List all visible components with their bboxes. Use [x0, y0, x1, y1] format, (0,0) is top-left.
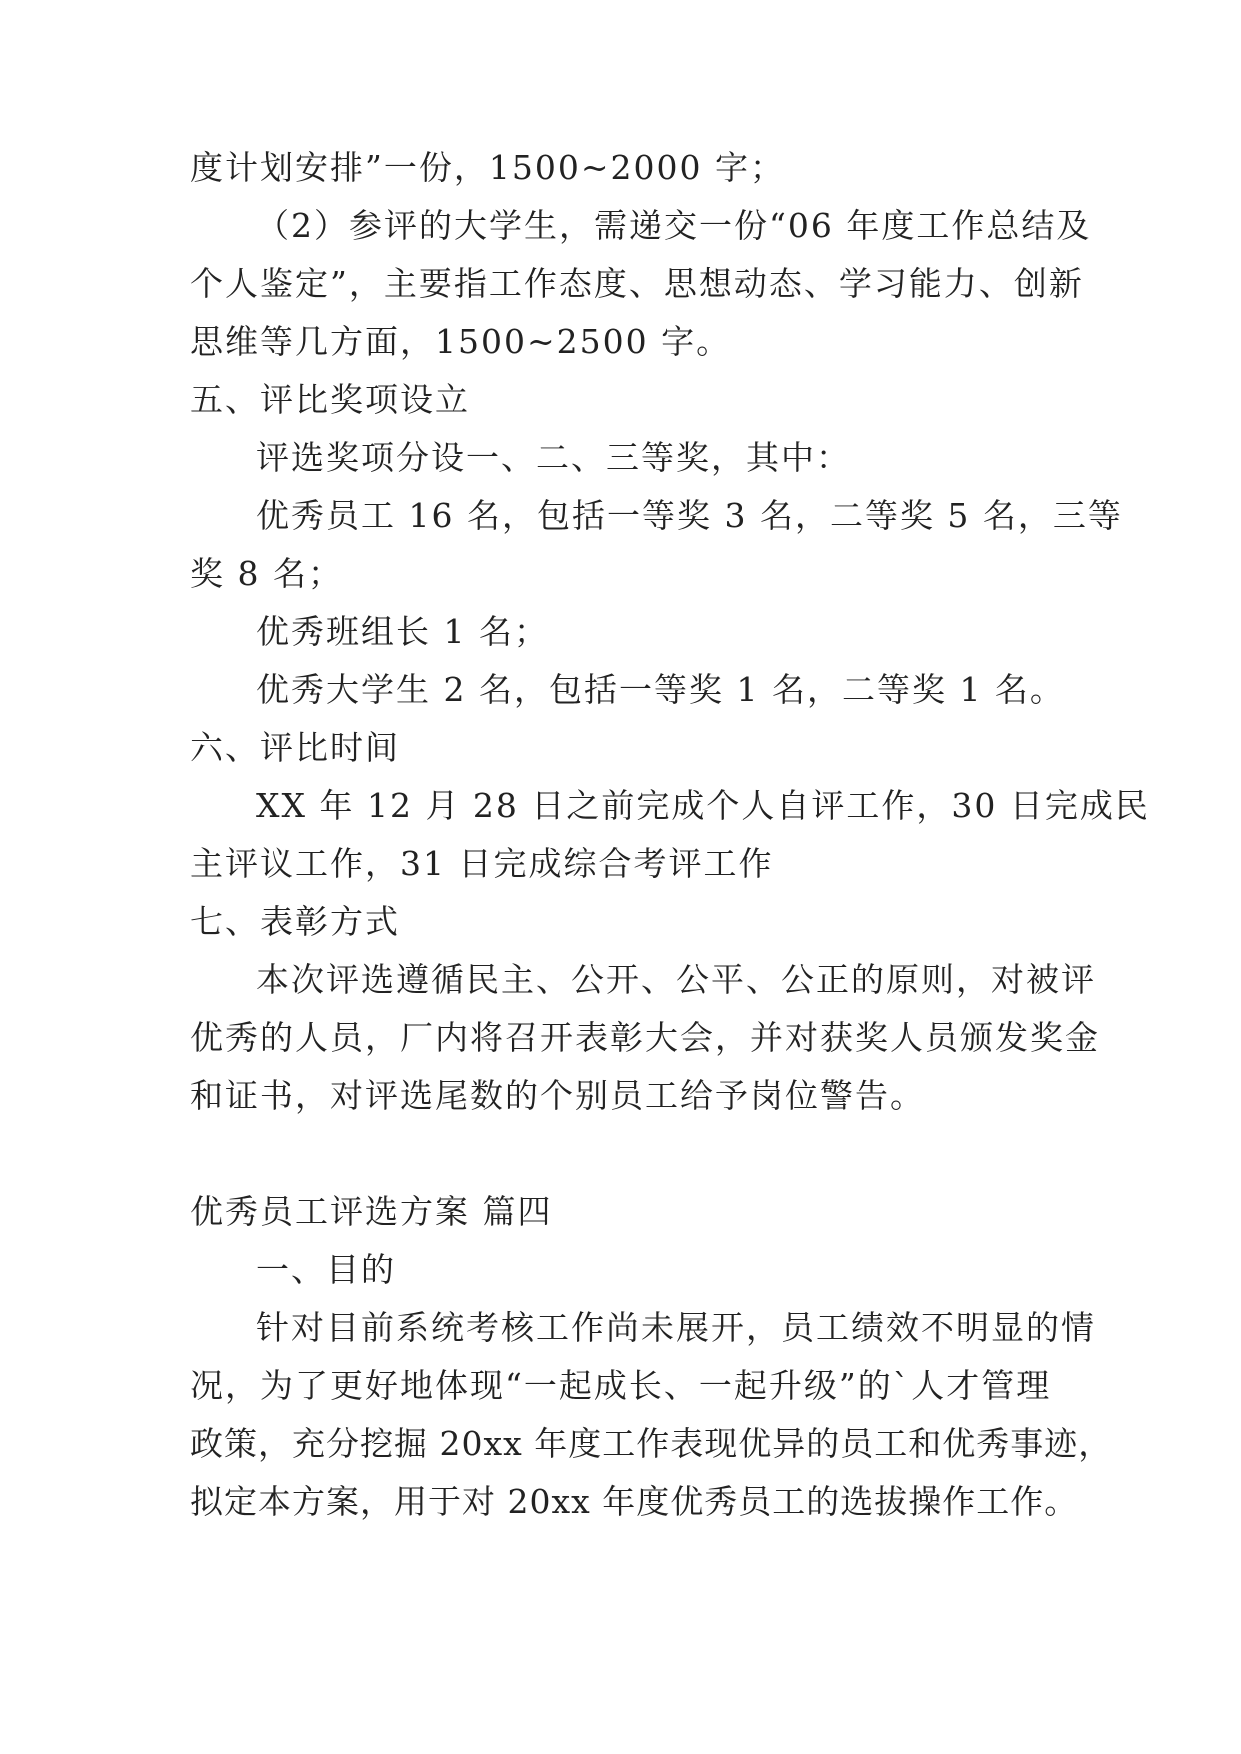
section-heading: 一、目的 [256, 1250, 396, 1289]
text-line: 政策，充分挖掘 20xx 年度工作表现优异的员工和优秀事迹， [190, 1424, 1113, 1463]
section-heading: 五、评比奖项设立 [190, 380, 470, 419]
text-line: 和证书，对评选尾数的个别员工给予岗位警告。 [190, 1076, 925, 1115]
text-line: 评选奖项分设一、二、三等奖，其中： [256, 438, 851, 477]
text-line: 度计划安排”一份，1500~2000 字； [190, 148, 785, 187]
text-line: 个人鉴定”，主要指工作态度、思想动态、学习能力、创新 [190, 264, 1084, 303]
section-heading: 六、评比时间 [190, 728, 400, 767]
text-line: （2）参评的大学生，需递交一份“06 年度工作总结及 [256, 206, 1092, 245]
text-line: 奖 8 名； [190, 554, 343, 593]
text-line: 思维等几方面，1500~2500 字。 [190, 322, 732, 361]
text-line: 本次评选遵循民主、公开、公平、公正的原则，对被评 [256, 960, 1096, 999]
document-title: 优秀员工评选方案 篇四 [190, 1192, 553, 1231]
section-heading: 七、表彰方式 [190, 902, 400, 941]
text-line: 况，为了更好地体现“一起成长、一起升级”的`人才管理 [190, 1366, 1052, 1405]
text-line: XX 年 12 月 28 日之前完成个人自评工作，30 日完成民 [256, 786, 1150, 825]
text-line: 优秀大学生 2 名，包括一等奖 1 名，二等奖 1 名。 [256, 670, 1065, 709]
text-line: 优秀班组长 1 名； [256, 612, 549, 651]
text-line: 拟定本方案，用于对 20xx 年度优秀员工的选拔操作工作。 [190, 1482, 1079, 1521]
text-line: 针对目前系统考核工作尚未展开，员工绩效不明显的情 [256, 1308, 1096, 1347]
text-line: 优秀员工 16 名，包括一等奖 3 名，二等奖 5 名，三等 [256, 496, 1123, 535]
text-line: 主评议工作，31 日完成综合考评工作 [190, 844, 774, 883]
text-line: 优秀的人员，厂内将召开表彰大会，并对获奖人员颁发奖金 [190, 1018, 1100, 1057]
